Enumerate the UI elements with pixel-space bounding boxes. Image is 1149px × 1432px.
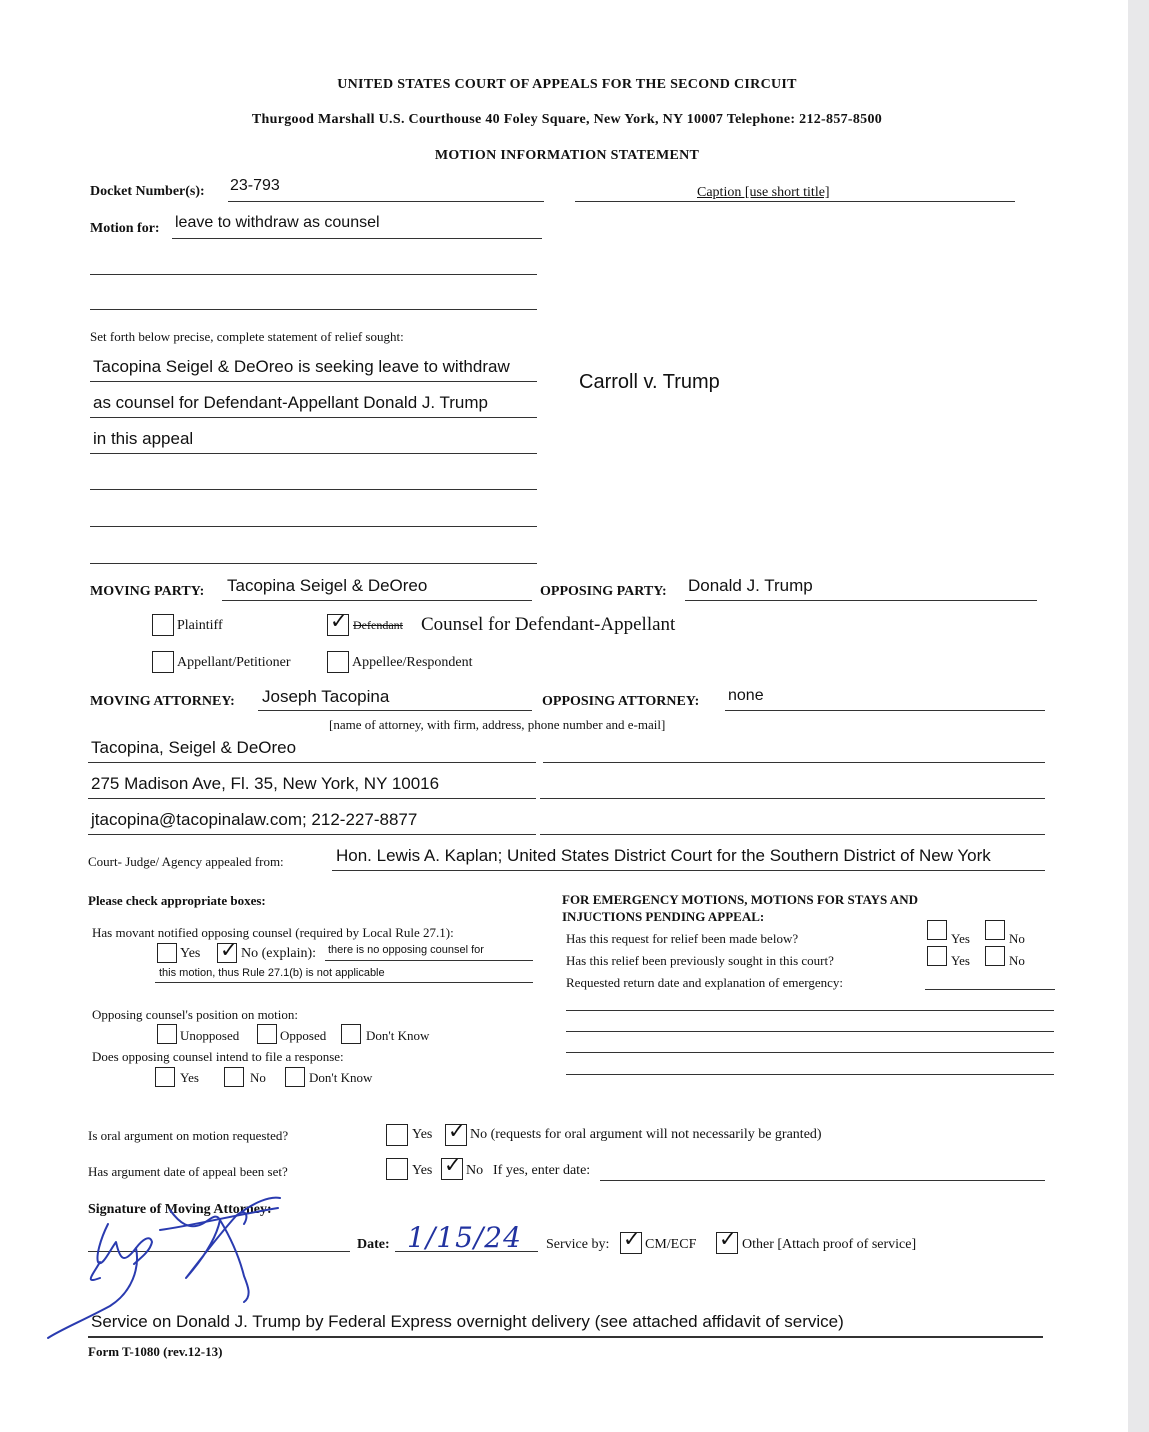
opposed-checkbox[interactable] xyxy=(257,1024,277,1044)
appellee-checkbox[interactable] xyxy=(327,651,349,673)
defendant-struck-label: Defendant xyxy=(353,618,403,632)
check-mark-icon: ✓ xyxy=(719,1227,737,1251)
attorney-address[interactable]: 275 Madison Ave, Fl. 35, New York, NY 10016 xyxy=(91,774,440,793)
attorney-rule-1 xyxy=(88,762,536,763)
appellant-checkbox[interactable] xyxy=(152,651,174,673)
attorney-rule-2 xyxy=(88,798,536,799)
notified-no-checkbox[interactable] xyxy=(217,938,238,963)
other-service-checkbox[interactable] xyxy=(716,1227,738,1254)
signature-label: Signature of Moving Attorney: xyxy=(88,1202,272,1217)
date-label: Date: xyxy=(357,1237,390,1252)
relief-rule-5 xyxy=(90,526,537,527)
response-no-checkbox[interactable] xyxy=(224,1067,244,1087)
plaintiff-checkbox[interactable] xyxy=(152,614,174,636)
caption-line xyxy=(575,201,1015,202)
court-appealed-line xyxy=(332,870,1045,871)
moving-party-label: MOVING PARTY: xyxy=(90,584,205,599)
emergency-q3: Requested return date and explanation of emergency: xyxy=(566,975,843,990)
notified-explain-1[interactable]: there is no opposing counsel for xyxy=(328,944,484,956)
court-appealed-value[interactable]: Hon. Lewis A. Kaplan; United States District Court for the Southern District of New York xyxy=(336,846,991,865)
form-title: MOTION INFORMATION STATEMENT xyxy=(434,148,700,163)
cmecf-label: CM/ECF xyxy=(645,1237,697,1252)
emergency-q3-line xyxy=(925,989,1055,990)
argdate-yes-label: Yes xyxy=(412,1163,433,1178)
relief-label: Set forth below precise, complete statement of relief sought: xyxy=(90,329,404,344)
attorney-contact[interactable]: jtacopina@tacopinalaw.com; 212-227-8877 xyxy=(91,810,418,829)
emergency-q2-no-label: No xyxy=(1009,953,1025,968)
emergency-heading-2: INJUCTIONS PENDING APPEAL: xyxy=(562,909,765,924)
motion-line-2 xyxy=(90,274,537,275)
attorney-note: [name of attorney, with firm, address, phone number and e-mail] xyxy=(329,717,666,732)
argdate-line xyxy=(600,1180,1045,1181)
date-value[interactable]: 1/15/24 xyxy=(407,1221,522,1254)
position-dont-know-label: Don't Know xyxy=(366,1028,430,1043)
argdate-if-yes-label: If yes, enter date: xyxy=(493,1163,591,1178)
court-title: UNITED STATES COURT OF APPEALS FOR THE SECOND CIRCUIT xyxy=(337,77,797,92)
form-id-text: Form T-1080 (rev.12-13) xyxy=(88,1344,223,1359)
date-line xyxy=(395,1251,538,1252)
opp-attorney-rule-2 xyxy=(540,798,1045,799)
opposing-party-value[interactable]: Donald J. Trump xyxy=(688,576,813,595)
explain-rule-1 xyxy=(325,960,533,961)
docket-value[interactable]: 23-793 xyxy=(230,177,280,194)
defendant-replacement-label: Counsel for Defendant-Appellant xyxy=(421,614,676,635)
check-mark-icon: ✓ xyxy=(330,609,348,633)
caption-value[interactable]: Carroll v. Trump xyxy=(579,371,720,393)
moving-attorney-value[interactable]: Joseph Tacopina xyxy=(262,687,390,706)
relief-rule-2 xyxy=(90,417,537,418)
argdate-question: Has argument date of appeal been set? xyxy=(88,1164,288,1179)
notified-question: Has movant notified opposing counsel (required by Local Rule 27.1): xyxy=(92,925,454,940)
attorney-rule-3 xyxy=(88,834,536,835)
service-note[interactable]: Service on Donald J. Trump by Federal Express overnight delivery (see attached affidavit of service) xyxy=(91,1312,844,1331)
form-id xyxy=(88,1344,222,1360)
oral-no-label: No (requests for oral argument will not necessarily be granted) xyxy=(470,1127,822,1142)
check-mark-icon: ✓ xyxy=(623,1227,641,1251)
moving-attorney-line xyxy=(258,710,532,711)
opposing-party-label: OPPOSING PARTY: xyxy=(540,584,667,599)
relief-line-3[interactable]: in this appeal xyxy=(93,429,194,448)
plaintiff-label: Plaintiff xyxy=(177,618,223,633)
docket-line xyxy=(228,201,544,202)
checks-heading: Please check appropriate boxes: xyxy=(88,893,266,908)
service-note-line xyxy=(88,1336,1043,1338)
unopposed-label: Unopposed xyxy=(180,1028,240,1043)
opposed-label: Opposed xyxy=(280,1028,327,1043)
response-dont-know-checkbox[interactable] xyxy=(285,1067,305,1087)
relief-line-1[interactable]: Tacopina Seigel & DeOreo is seeking leave to withdraw xyxy=(93,357,510,376)
opp-attorney-rule-3 xyxy=(540,834,1045,835)
check-mark-icon: ✓ xyxy=(220,938,238,962)
argdate-no-label: No xyxy=(466,1163,484,1178)
argdate-no-checkbox[interactable] xyxy=(441,1153,463,1180)
position-dont-know-checkbox[interactable] xyxy=(341,1024,361,1044)
notified-yes-checkbox[interactable] xyxy=(157,943,177,963)
explain-rule-2 xyxy=(155,982,533,983)
emergency-q1-no-checkbox[interactable] xyxy=(985,920,1005,940)
caption-label: Caption [use short title] xyxy=(697,185,830,200)
relief-rule-1 xyxy=(90,381,537,382)
opposing-attorney-line xyxy=(725,710,1045,711)
response-dont-know-label: Don't Know xyxy=(309,1070,373,1085)
motion-for-label: Motion for: xyxy=(90,221,160,236)
opposing-party-line xyxy=(685,600,1037,601)
page-edge xyxy=(1128,0,1149,1432)
oral-no-checkbox[interactable] xyxy=(445,1119,467,1146)
emergency-q2-no-checkbox[interactable] xyxy=(985,946,1005,966)
emergency-q1-yes-checkbox[interactable] xyxy=(927,920,947,940)
appellee-label: Appellee/Respondent xyxy=(352,655,473,670)
service-by-label: Service by: xyxy=(546,1237,610,1252)
opp-attorney-rule-1 xyxy=(543,762,1045,763)
emergency-q2-yes-label: Yes xyxy=(951,953,970,968)
emergency-rule-1 xyxy=(566,1010,1054,1011)
emergency-rule-2 xyxy=(566,1031,1054,1032)
emergency-heading-1: FOR EMERGENCY MOTIONS, MOTIONS FOR STAYS AND xyxy=(562,892,918,907)
opposing-attorney-value[interactable]: none xyxy=(728,687,764,704)
cmecf-checkbox[interactable] xyxy=(620,1227,642,1254)
position-question: Opposing counsel's position on motion: xyxy=(92,1007,299,1022)
argdate-yes-checkbox[interactable] xyxy=(386,1158,408,1180)
motion-for-value[interactable]: leave to withdraw as counsel xyxy=(175,214,380,231)
oral-question: Is oral argument on motion requested? xyxy=(88,1128,289,1143)
notified-yes-label: Yes xyxy=(180,946,201,961)
oral-yes-label: Yes xyxy=(412,1127,433,1142)
response-yes-label: Yes xyxy=(180,1070,199,1085)
moving-party-line xyxy=(222,600,532,601)
relief-rule-4 xyxy=(90,489,537,490)
docket-label: Docket Number(s): xyxy=(90,184,205,199)
emergency-rule-3 xyxy=(566,1052,1054,1053)
response-question: Does opposing counsel intend to file a response: xyxy=(92,1049,344,1064)
check-mark-icon: ✓ xyxy=(444,1153,462,1177)
relief-rule-3 xyxy=(90,453,537,454)
motion-line-1 xyxy=(172,238,542,239)
check-mark-icon: ✓ xyxy=(448,1119,466,1143)
emergency-rule-4 xyxy=(566,1074,1054,1075)
emergency-q1-yes-label: Yes xyxy=(951,931,970,946)
unopposed-checkbox[interactable] xyxy=(157,1024,177,1044)
other-service-label: Other [Attach proof of service] xyxy=(742,1237,917,1252)
relief-rule-6 xyxy=(90,563,537,564)
notified-explain-2[interactable]: this motion, thus Rule 27.1(b) is not applicable xyxy=(159,967,385,979)
emergency-q2: Has this relief been previously sought in this court? xyxy=(566,953,834,968)
emergency-q1: Has this request for relief been made below? xyxy=(566,931,799,946)
oral-yes-checkbox[interactable] xyxy=(386,1124,408,1146)
defendant-checkbox[interactable] xyxy=(327,609,349,636)
court-address: Thurgood Marshall U.S. Courthouse 40 Foley Square, New York, NY 10007 Telephone: 212-857-8500 xyxy=(251,112,883,127)
relief-line-2[interactable]: as counsel for Defendant-Appellant Donald J. Trump xyxy=(93,393,489,412)
emergency-q1-no-label: No xyxy=(1009,931,1025,946)
notified-no-label: No (explain): xyxy=(241,946,317,961)
court-appealed-label: Court- Judge/ Agency appealed from: xyxy=(88,854,284,869)
emergency-q2-yes-checkbox[interactable] xyxy=(927,946,947,966)
opposing-attorney-label: OPPOSING ATTORNEY: xyxy=(542,694,700,709)
moving-attorney-label: MOVING ATTORNEY: xyxy=(90,694,235,709)
appellant-label: Appellant/Petitioner xyxy=(177,655,291,670)
attorney-firm[interactable]: Tacopina, Seigel & DeOreo xyxy=(91,738,297,757)
moving-party-value[interactable]: Tacopina Seigel & DeOreo xyxy=(227,576,428,595)
response-yes-checkbox[interactable] xyxy=(155,1067,175,1087)
response-no-label: No xyxy=(250,1070,266,1085)
motion-line-3 xyxy=(90,309,537,310)
